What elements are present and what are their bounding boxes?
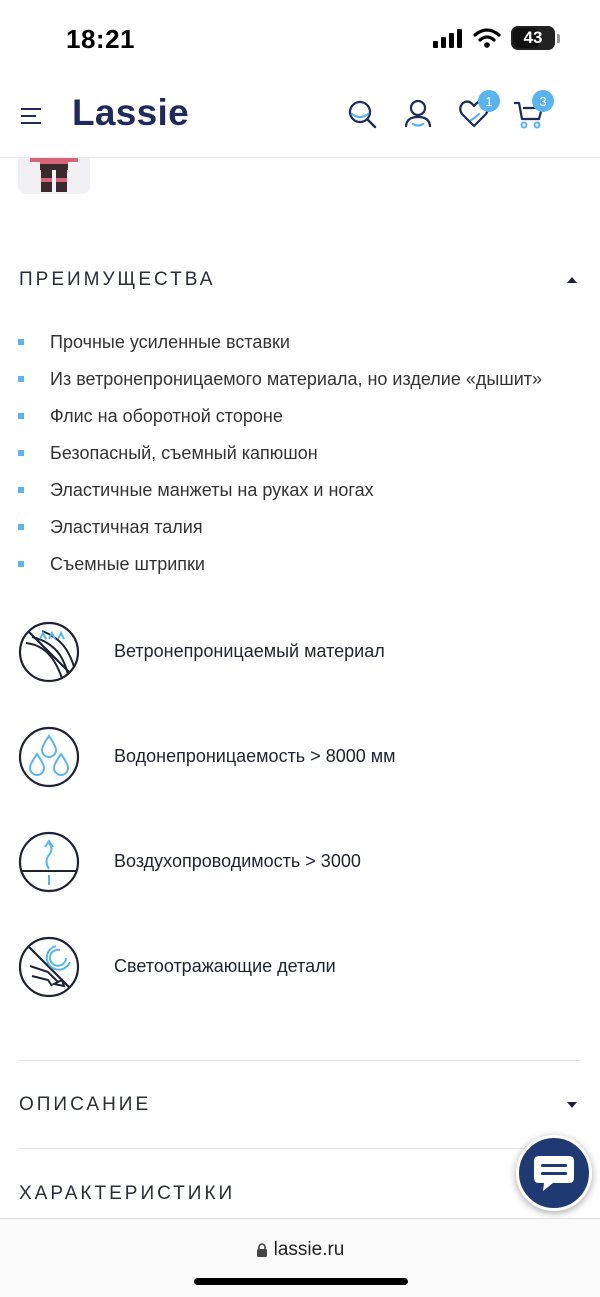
chat-button[interactable]	[516, 1135, 592, 1211]
cart-count-badge: 3	[532, 90, 554, 112]
account-icon[interactable]	[402, 98, 434, 130]
list-item: Из ветронепроницаемого материала, но изделие «дышит»	[18, 367, 588, 404]
chevron-up-icon[interactable]	[566, 274, 578, 286]
divider	[18, 1060, 581, 1061]
list-item: Флис на оборотной стороне	[18, 404, 588, 441]
feature-windproof	[18, 621, 578, 685]
home-indicator[interactable]	[194, 1278, 408, 1285]
list-item: Съемные штрипки	[18, 552, 588, 589]
advantages-title[interactable]: ПРЕИМУЩЕСТВА	[19, 269, 216, 290]
battery-level: 43	[523, 28, 543, 47]
divider	[18, 1148, 581, 1149]
feature-label: Светоотражающие детали	[114, 956, 336, 976]
site-header	[0, 80, 600, 158]
cart-button[interactable]	[512, 93, 547, 130]
feature-reflective	[18, 936, 578, 1000]
url-text[interactable]: lassie.ru	[273, 1239, 345, 1260]
favorites-button[interactable]	[458, 93, 493, 130]
list-item: Прочные усиленные вставки	[18, 330, 588, 367]
wifi-icon	[473, 28, 501, 48]
menu-icon[interactable]	[20, 104, 44, 128]
favorites-count-badge: 1	[478, 90, 500, 112]
status-icons	[433, 26, 560, 50]
chat-icon	[519, 1138, 589, 1208]
feature-breathability	[18, 831, 578, 895]
status-time: 18:21	[66, 24, 135, 54]
logo[interactable]: Lassie	[72, 92, 189, 133]
breathability-icon	[18, 831, 80, 893]
battery-icon	[511, 26, 555, 50]
feature-label: Водонепроницаемость > 8000 мм	[114, 746, 396, 766]
feature-label: Ветронепроницаемый материал	[114, 641, 385, 661]
search-icon[interactable]	[346, 98, 378, 130]
signal-icon	[433, 28, 463, 48]
characteristics-title[interactable]: ХАРАКТЕРИСТИКИ	[19, 1183, 236, 1204]
list-item: Эластичные манжеты на руках и ногах	[18, 478, 588, 515]
water-drops-icon	[18, 726, 80, 788]
list-item: Безопасный, съемный капюшон	[18, 441, 588, 478]
feature-waterproof	[18, 726, 578, 790]
list-item: Эластичная талия	[18, 515, 588, 552]
lock-icon	[256, 1243, 268, 1257]
windproof-icon	[18, 621, 80, 683]
advantages-list	[18, 330, 588, 589]
browser-url-bar[interactable]	[0, 1218, 600, 1297]
status-bar	[0, 0, 600, 80]
description-title[interactable]: ОПИСАНИЕ	[19, 1094, 152, 1115]
feature-label: Воздухопроводимость > 3000	[114, 851, 361, 871]
chevron-down-icon[interactable]	[566, 1099, 578, 1111]
reflective-icon	[18, 936, 80, 998]
